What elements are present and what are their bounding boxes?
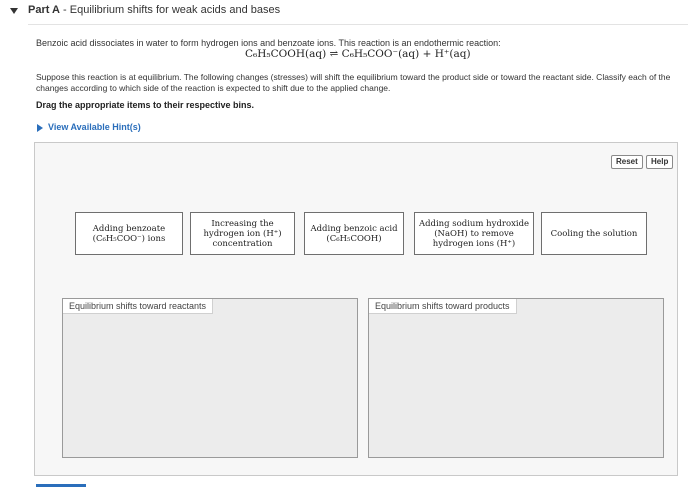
bin-reactants[interactable] xyxy=(62,298,358,458)
drag-prompt: Drag the appropriate items to their respective bins. xyxy=(36,100,255,110)
drag-item-adding-naoh[interactable]: Adding sodium hydroxide (NaOH) to remove hydrogen ions (H⁺) xyxy=(414,212,534,255)
part-title xyxy=(28,4,280,16)
divider xyxy=(28,24,688,25)
part-label: Part A xyxy=(28,4,60,16)
question-instructions: Suppose this reaction is at equilibrium. The following changes (stresses) will shift the equilibrium toward the product side or toward the reactant side. Classify each of the changes according to which side of the reaction is expected to shift due to the applied change. xyxy=(36,72,671,93)
view-hints-link[interactable]: View Available Hint(s) xyxy=(48,122,141,132)
bin-products-label: Equilibrium shifts toward products xyxy=(369,299,517,314)
reset-button[interactable]: Reset xyxy=(611,155,643,169)
part-title-text: - Equilibrium shifts for weak acids and bases xyxy=(60,4,281,16)
bin-products[interactable] xyxy=(368,298,664,458)
drag-item-adding-benzoate[interactable]: Adding benzoate (C₆H₅COO⁻) ions xyxy=(75,212,183,255)
drag-item-increasing-hydrogen[interactable]: Increasing the hydrogen ion (H⁺) concentration xyxy=(190,212,295,255)
drag-item-adding-benzoic-acid[interactable]: Adding benzoic acid (C₆H₅COOH) xyxy=(304,212,404,255)
reaction-equation: C₆H₅COOH(aq) ⇌ C₆H₅COO⁻(aq) + H⁺(aq) xyxy=(245,48,471,60)
drag-item-cooling[interactable]: Cooling the solution xyxy=(541,212,647,255)
question-intro: Benzoic acid dissociates in water to form hydrogen ions and benzoate ions. This reaction is an endothermic reaction: xyxy=(36,38,501,48)
collapse-toggle-icon[interactable] xyxy=(10,8,18,14)
bin-reactants-label: Equilibrium shifts toward reactants xyxy=(63,299,213,314)
help-button[interactable]: Help xyxy=(646,155,673,169)
hint-expand-icon[interactable] xyxy=(37,124,43,132)
